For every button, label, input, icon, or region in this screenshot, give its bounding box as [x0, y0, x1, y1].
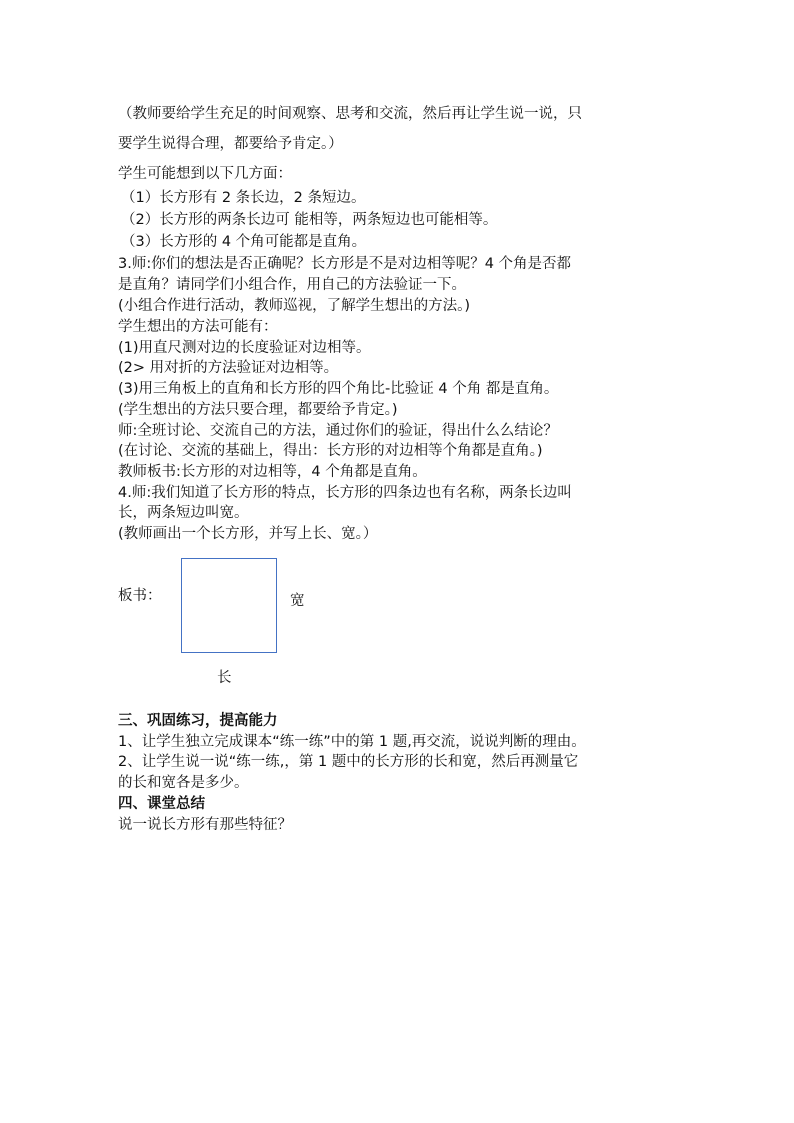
section3-heading: 三、巩固练习，提高能力 [118, 713, 278, 729]
thought-item-1: （1）长方形有 2 条长边，2 条短边。 [121, 190, 366, 206]
method-3: (3)用三角板上的直角和长方形的四个角比-比验证 4 个角 都是直角。 [118, 381, 559, 397]
step4-line-2: 长，两条短边叫宽。 [118, 505, 249, 521]
step3-line-2: 是直角？请同学们小组合作，用自己的方法验证一下。 [118, 277, 466, 293]
method-2: (2> 用对折的方法验证对边相等。 [118, 360, 339, 376]
thought-item-2: （2）长方形的两条长边可 能相等，两条短边也可能相等。 [121, 212, 498, 228]
step3-note: (小组合作进行活动，教师巡视，了解学生想出的方法。) [118, 298, 471, 314]
methods-note: (学生想出的方法只要合理，都要给予肯定。) [118, 402, 398, 418]
section4-text: 说一说长方形有那些特征？ [118, 817, 292, 833]
thoughts-heading: 学生可能想到以下几方面： [118, 166, 292, 182]
thought-item-3: （3）长方形的 4 个角可能都是直角。 [121, 234, 367, 250]
rectangle-diagram [181, 558, 277, 653]
method-1: (1)用直尺测对边的长度验证对边相等。 [118, 340, 371, 356]
section4-heading: 四、课堂总结 [118, 796, 205, 812]
width-label: 宽 [290, 593, 305, 609]
intro-line-1: （教师要给学生充足的时间观察、思考和交流，然后再让学生说一说，只 [118, 106, 582, 122]
discussion-note: (在讨论、交流的基础上，得出：长方形的对边相等个角都是直角。) [118, 443, 543, 459]
methods-heading: 学生想出的方法可能有： [118, 319, 278, 335]
length-label: 长 [217, 670, 232, 686]
section3-item-2-line-1: 2、让学生说一说“练一练,，第 1 题中的长方形的长和宽，然后再测量它 [118, 754, 579, 770]
teacher-question: 师:全班讨论、交流自己的方法，通过你们的验证，得出什么么结论？ [118, 423, 558, 439]
section3-item-2-line-2: 的长和宽各是多少。 [118, 775, 249, 791]
step4-line-1: 4.师:我们知道了长方形的特点，长方形的四条边也有名称，两条长边叫 [118, 485, 572, 501]
board-write: 教师板书:长方形的对边相等，4 个角都是直角。 [118, 464, 427, 480]
step3-line-1: 3.师:你们的想法是否正确呢？长方形是不是对边相等呢？4 个角是否都 [118, 256, 572, 272]
section3-item-1: 1、让学生独立完成课本“练一练”中的第 1 题,再交流，说说判断的理由。 [118, 734, 586, 750]
step4-note: (教师画出一个长方形，并写上长、宽。） [118, 526, 378, 542]
board-label: 板书： [118, 588, 162, 604]
intro-line-2: 要学生说得合理，都要给予肯定。） [118, 136, 343, 152]
